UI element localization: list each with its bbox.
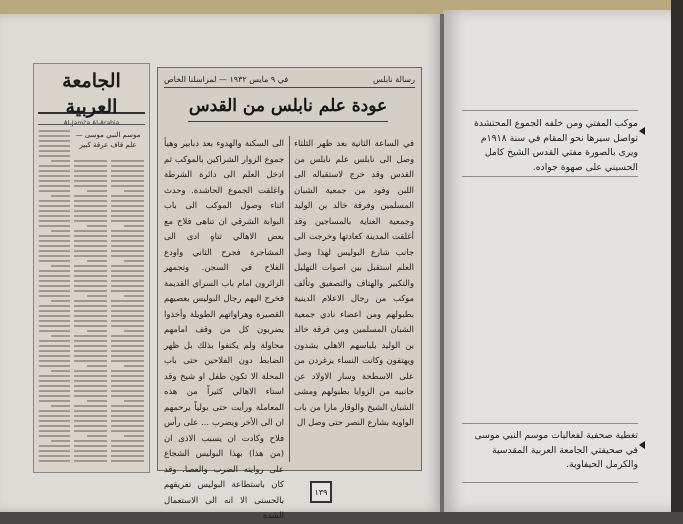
illegible-text-line: [74, 175, 107, 177]
illegible-text-line: [74, 430, 107, 432]
illegible-text-line: [39, 170, 70, 172]
illegible-text-line: [74, 355, 107, 357]
illegible-text-line: [74, 170, 107, 172]
illegible-text-line: [111, 320, 144, 322]
illegible-text-line: [39, 280, 70, 282]
illegible-text-line: [111, 335, 144, 337]
illegible-text-line: [39, 460, 70, 462]
illegible-text-line: [74, 345, 107, 347]
illegible-text-line: [74, 320, 107, 322]
illegible-text-line: [51, 440, 70, 442]
illegible-text-line: [111, 340, 144, 342]
illegible-text-line: [39, 355, 70, 357]
illegible-text-line: [74, 245, 107, 247]
illegible-text-line: [111, 420, 144, 422]
illegible-text-line: [111, 385, 144, 387]
illegible-text-line: [39, 410, 70, 412]
illegible-text-line: [111, 455, 144, 457]
illegible-text-line: [74, 310, 107, 312]
illegible-text-line: [111, 300, 144, 302]
article-text: في الساعة الثانية بعد ظهر الثلثاء وصل الى نابلس علم نابلس من القدس وقد خرج لاستقباله الى اللبن وفود من جمعية الشبان المسلمين وفرقة خالد بن الوليد وجمعية العناية بالمساجين وقد أغلقت المدينة كعادتها وخرجت الى جانب شارع البوليس لهذا وصل العلم استقبل بين اصوات التهليل والتكبير والهتاف والتصفيق وتألف موكب من رجال الاعلام الدينية بطبولهم ومن اعضاء نادي جمعية الشبان المسلمين ومن فرقة خالد بن الوليد بلباسهم الاهلي يشدون ويهتفون وكانت النساء يزغردن من على الاسطحة وسار الاولاد عن جانبيه من الزوايا بطبولهم ومشى الشبان الشيخ والوقار مارا من باب الواوية بشارع النصر حتى وصل ال: [294, 138, 414, 427]
section-label: رسالة نابلس: [372, 75, 415, 84]
illegible-text-line: [39, 430, 70, 432]
text-column: [111, 160, 144, 466]
illegible-text-line: [111, 240, 144, 242]
illegible-text-line: [74, 415, 107, 417]
illegible-text-line: [111, 185, 144, 187]
caption-text: موكب المفتي ومن خلفه الجموع المحتشدة تواصل سيرها نحو المقام في سنة ١٩١٨م ويرى بالصورة مفتي القدس الشيخ كامل الحسيني على صهوة جواده.: [473, 118, 638, 173]
illegible-text-line: [39, 185, 70, 187]
illegible-text-line: [39, 305, 70, 307]
illegible-text-line: [74, 195, 107, 197]
illegible-text-line: [74, 285, 107, 287]
illegible-text-line: [39, 450, 70, 452]
illegible-text-line: [111, 380, 144, 382]
illegible-text-line: [111, 415, 144, 417]
illegible-text-line: [39, 180, 70, 182]
illegible-text-line: [111, 175, 144, 177]
caption-rule: [462, 423, 638, 424]
illegible-text-line: [111, 205, 144, 207]
illegible-text-line: [74, 240, 107, 242]
illegible-text-line: [39, 135, 70, 137]
illegible-text-line: [39, 435, 70, 437]
illegible-text-line: [74, 270, 107, 272]
illegible-text-line: [39, 325, 70, 327]
illegible-text-line: [39, 260, 70, 262]
illegible-text-line: [111, 215, 144, 217]
illegible-text-line: [111, 255, 144, 257]
illegible-text-line: [111, 430, 144, 432]
illegible-text-line: [39, 140, 70, 142]
illegible-text-line: [111, 200, 144, 202]
illegible-text-line: [74, 185, 107, 187]
illegible-text-line: [39, 215, 70, 217]
illegible-text-line: [124, 400, 144, 402]
caption-rule: [462, 482, 638, 483]
illegible-text-line: [74, 210, 107, 212]
clipping-caption: [462, 429, 638, 473]
illegible-text-line: [39, 330, 70, 332]
illegible-text-line: [74, 410, 107, 412]
newspaper-title: الجامعة العربية: [62, 70, 121, 118]
illegible-text-line: [87, 190, 107, 192]
illegible-text-line: [111, 280, 144, 282]
illegible-text-line: [39, 150, 70, 152]
illegible-text-line: [111, 235, 144, 237]
illegible-text-line: [74, 375, 107, 377]
illegible-text-line: [39, 345, 70, 347]
illegible-text-line: [74, 215, 107, 217]
illegible-text-line: [74, 455, 107, 457]
illegible-text-line: [111, 270, 144, 272]
illegible-text-line: [51, 265, 70, 267]
illegible-text-line: [51, 160, 70, 162]
illegible-text-line: [111, 170, 144, 172]
book-spine: [440, 14, 444, 512]
illegible-text-line: [39, 165, 70, 167]
illegible-text-line: [74, 230, 107, 232]
illegible-text-line: [111, 230, 144, 232]
illegible-text-line: [111, 360, 144, 362]
illegible-text-line: [74, 290, 107, 292]
illegible-text-line: [111, 265, 144, 267]
illegible-text-line: [74, 315, 107, 317]
illegible-text-line: [39, 400, 70, 402]
caption-text: تغطية صحفية لفعاليات موسم النبي موسى في صحيفتي الجامعة العربية المقدسية والكرمل الحيفاوية.: [474, 430, 638, 470]
illegible-text-line: [87, 330, 107, 332]
illegible-text-line: [39, 285, 70, 287]
illegible-text-line: [74, 390, 107, 392]
illegible-text-line: [111, 290, 144, 292]
illegible-text-line: [111, 285, 144, 287]
illegible-text-line: [124, 225, 144, 227]
illegible-text-line: [51, 300, 70, 302]
illegible-text-line: [39, 320, 70, 322]
clipping-header: [164, 72, 415, 88]
illegible-text-line: [74, 395, 107, 397]
illegible-text-line: [39, 415, 70, 417]
illegible-text-line: [74, 380, 107, 382]
illegible-text-line: [111, 160, 144, 162]
illegible-text-line: [111, 180, 144, 182]
illegible-text-line: [39, 245, 70, 247]
illegible-text-line: [39, 365, 70, 367]
illegible-text-line: [111, 305, 144, 307]
illegible-text-line: [111, 345, 144, 347]
illegible-text-line: [74, 325, 107, 327]
illegible-text-line: [74, 300, 107, 302]
illegible-text-line: [74, 165, 107, 167]
illegible-text-line: [51, 405, 70, 407]
illegible-text-line: [39, 445, 70, 447]
caption-pointer-icon: [639, 127, 645, 135]
illegible-text-line: [39, 350, 70, 352]
illegible-text-line: [87, 400, 107, 402]
illegible-text-line: [39, 190, 70, 192]
caption-rule: [462, 110, 638, 111]
illegible-text-line: [74, 370, 107, 372]
illegible-text-line: [39, 385, 70, 387]
illegible-text-line: [39, 420, 70, 422]
illegible-text-line: [74, 255, 107, 257]
illegible-text-line: [111, 395, 144, 397]
column-divider: [289, 136, 290, 462]
illegible-text-line: [111, 245, 144, 247]
illegible-text-line: [111, 445, 144, 447]
illegible-text-line: [74, 335, 107, 337]
illegible-text-line: [87, 435, 107, 437]
illegible-text-line: [87, 295, 107, 297]
illegible-text-line: [39, 375, 70, 377]
illegible-text-line: [74, 405, 107, 407]
illegible-text-line: [74, 235, 107, 237]
illegible-text-line: [39, 200, 70, 202]
date-line: [38, 116, 145, 125]
illegible-text-line: [39, 210, 70, 212]
illegible-text-line: [111, 220, 144, 222]
illegible-text-line: [111, 440, 144, 442]
illegible-text-line: [39, 310, 70, 312]
illegible-text-line: [74, 360, 107, 362]
illegible-text-line: [74, 160, 107, 162]
illegible-text-line: [51, 335, 70, 337]
illegible-text-line: [87, 260, 107, 262]
illegible-text-line: [39, 220, 70, 222]
illegible-text-line: [124, 330, 144, 332]
illegible-text-line: [39, 425, 70, 427]
illegible-text-line: [74, 340, 107, 342]
newspaper-latin-title: Al-Jami'a Al-Arabia: [63, 120, 120, 127]
book-edge: [671, 0, 683, 512]
illegible-text-line: [74, 180, 107, 182]
illegible-text-line: [39, 205, 70, 207]
illegible-text-line: [39, 175, 70, 177]
illegible-text-line: [39, 340, 70, 342]
newspaper-front-page: [33, 63, 150, 473]
illegible-text-line: [111, 325, 144, 327]
illegible-text-line: [111, 390, 144, 392]
illegible-text-line: [124, 365, 144, 367]
text-column: [39, 130, 70, 466]
illegible-text-line: [51, 370, 70, 372]
illegible-text-line: [87, 225, 107, 227]
illegible-text-line: [39, 360, 70, 362]
illegible-text-line: [111, 195, 144, 197]
page-number: ١٣٩: [310, 481, 332, 503]
illegible-text-line: [39, 315, 70, 317]
illegible-text-line: [51, 230, 70, 232]
illegible-text-line: [51, 195, 70, 197]
illegible-text-line: [124, 435, 144, 437]
article-headline: عودة علم نابلس من القدس: [188, 94, 388, 122]
illegible-text-line: [111, 165, 144, 167]
illegible-text-line: [111, 460, 144, 462]
illegible-text-line: [39, 145, 70, 147]
illegible-text-line: [111, 370, 144, 372]
illegible-text-line: [74, 425, 107, 427]
illegible-text-line: [39, 270, 70, 272]
illegible-text-line: [111, 275, 144, 277]
illegible-text-line: [111, 250, 144, 252]
illegible-text-line: [74, 220, 107, 222]
illegible-text-line: [124, 260, 144, 262]
article-column-left: [164, 136, 284, 520]
illegible-text-line: [74, 445, 107, 447]
illegible-text-line: [111, 450, 144, 452]
illegible-text-line: [39, 380, 70, 382]
illegible-text-line: [111, 355, 144, 357]
illegible-text-line: [39, 455, 70, 457]
caption-rule: [462, 176, 638, 177]
illegible-text-line: [39, 275, 70, 277]
illegible-text-line: [74, 440, 107, 442]
illegible-text-line: [74, 250, 107, 252]
illegible-text-line: [111, 310, 144, 312]
illegible-text-line: [74, 200, 107, 202]
front-headline: موسم النبي موسى — علم قاف عرقة كبير: [75, 131, 141, 149]
caption-pointer-icon: [639, 441, 645, 449]
illegible-text-line: [74, 305, 107, 307]
dateline: في ٩ مايس ١٩٣٢ — لمراسلنا الخاص: [164, 75, 289, 84]
illegible-text-line: [124, 295, 144, 297]
illegible-text-line: [39, 255, 70, 257]
newspaper-masthead: [38, 68, 145, 127]
illegible-text-line: [124, 190, 144, 192]
illegible-text-line: [39, 240, 70, 242]
illegible-text-line: [74, 385, 107, 387]
illegible-text-line: [74, 460, 107, 462]
illegible-text-line: [111, 375, 144, 377]
illegible-text-line: [74, 420, 107, 422]
illegible-text-line: [111, 410, 144, 412]
illegible-text-line: [39, 390, 70, 392]
illegible-text-line: [111, 315, 144, 317]
illegible-text-line: [74, 205, 107, 207]
illegible-text-line: [111, 425, 144, 427]
article-column-right: [294, 136, 414, 462]
illegible-text-line: [74, 450, 107, 452]
illegible-text-line: [74, 265, 107, 267]
text-column: [74, 160, 107, 466]
illegible-text-line: [111, 210, 144, 212]
illegible-text-line: [39, 235, 70, 237]
illegible-text-line: [39, 250, 70, 252]
illegible-text-line: [74, 350, 107, 352]
photo-caption: [462, 117, 638, 175]
illegible-text-line: [87, 365, 107, 367]
illegible-text-line: [39, 395, 70, 397]
illegible-text-line: [39, 290, 70, 292]
article-text: الى السكنة والهدوء بعد دبابير وهيأ جموع الزوار الشراكين بالموكب ثم ادخل العلم الى دائرة الشرطة واغلقت الجموع الحاشدة. وحدث اثناء وصول الموكب الى باب البوابة الشرقي ان تناهى فلاح مع بعض الاهالي تناهٍ ادى الى المشاجرة فجرح الثاني واودع الفلاح في السجن. وتجمهر الزائرون امام باب السراي القديمة فخرج اليهم رجال البوليس بعصيهم القصيرة وهراواتهم الطويلة وأخذوا يضربون كل من وقف امامهم محاولة ولم يكتفوا بذلك بل ظهر الضابط دون الفلاحين حتى باب المحلة الا تكون طفل او شيخ وقد استاء الاهالي كثيراً من هذه المعاملة ورأيت حتى بولياً يرحمهم ان الى الأخر ويضرب ... على رأس فلاح وكادت ان يسبب الاذى ان (من هذا) بهذا البوليس الشجاع على روايته الضرب والعصا. وقد كان باستطاعة البوليس تفريقهم بالحسنى الا انه الى الاستعمال الشدة: [164, 138, 284, 520]
illegible-text-line: [74, 280, 107, 282]
illegible-text-line: [74, 275, 107, 277]
illegible-text-line: [39, 155, 70, 157]
illegible-text-line: [111, 350, 144, 352]
illegible-text-line: [39, 295, 70, 297]
illegible-text-line: [39, 225, 70, 227]
illegible-text-line: [111, 405, 144, 407]
illegible-text-line: [39, 130, 70, 132]
